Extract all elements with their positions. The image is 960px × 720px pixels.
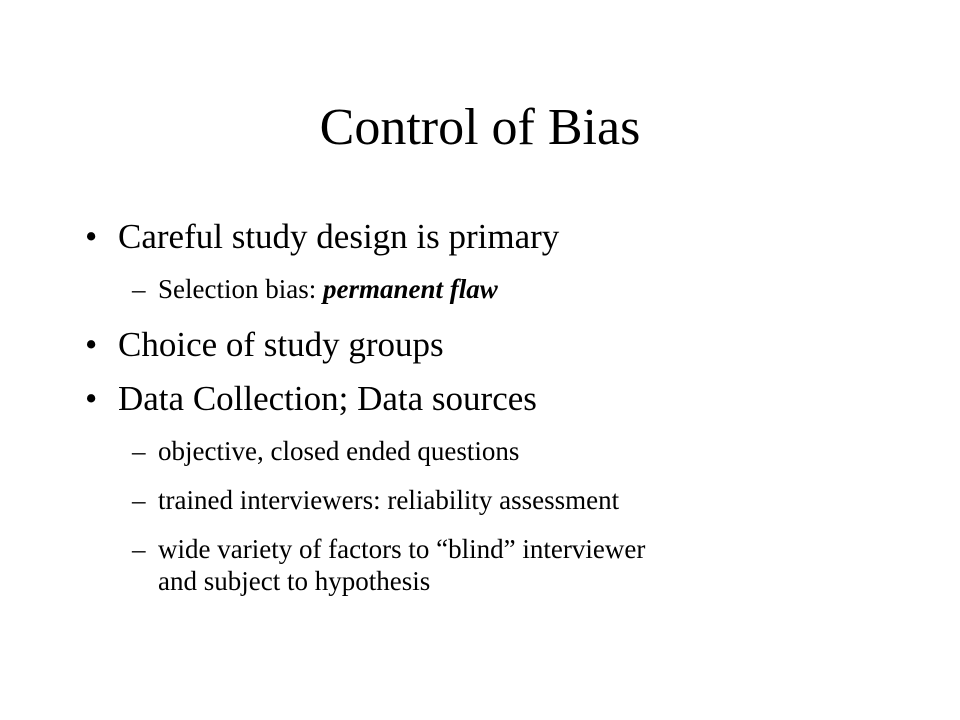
sub-bullet-text: objective, closed ended questions [158,436,520,466]
sub-bullet-text: wide variety of factors to “blind” interviewer [158,534,646,564]
bullet-glyph: • [85,379,98,418]
bullet-item [85,378,537,420]
dash-glyph: – [132,534,146,564]
sub-bullet-emphasis: permanent flaw [322,274,498,304]
slide-title: Control of Bias [319,99,641,156]
dash-glyph: – [132,485,146,515]
sub-bullet-item [132,533,645,597]
sub-bullet-continuation: and subject to hypothesis [158,566,431,596]
bullet-item [85,324,444,366]
bullet-text: Choice of study groups [118,325,444,364]
sub-bullet-text: trained interviewers: reliability assessment [158,485,620,515]
bullet-text: Data Collection; Data sources [118,379,537,418]
sub-bullet-item [132,484,619,516]
sub-bullet-item [132,435,519,467]
bullet-glyph: • [85,325,98,364]
bullet-item [85,216,559,258]
bullet-text: Careful study design is primary [118,217,560,256]
sub-bullet-item [132,273,498,305]
bullet-glyph: • [85,217,98,256]
dash-glyph: – [132,436,146,466]
sub-bullet-text: Selection bias: [158,274,323,304]
dash-glyph: – [132,274,146,304]
